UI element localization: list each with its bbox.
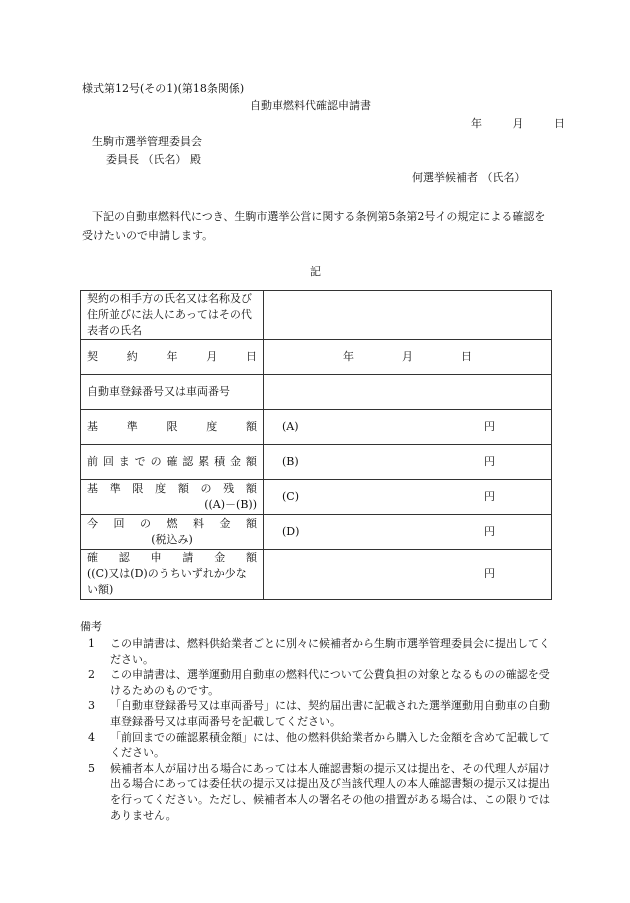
previous-total-label	[81, 444, 264, 479]
table-row	[81, 444, 552, 479]
label-char: 残	[223, 481, 235, 495]
label-char: 額	[177, 481, 189, 495]
label-char: 基	[87, 419, 98, 433]
note-number: 5	[88, 761, 95, 775]
label-char: 額	[246, 516, 257, 530]
label-char: 額	[246, 419, 257, 433]
current-fuel-sub: (税込み)	[151, 532, 193, 546]
table-row	[81, 374, 552, 409]
label-char: 基	[87, 481, 98, 495]
remaining-sub: ((A)－(B))	[204, 497, 257, 511]
form-number: 様式第12号(その1)(第18条関係)	[82, 82, 245, 95]
label-char: 度	[155, 481, 167, 495]
applicant-name: 何選挙候補者 （氏名）	[412, 171, 526, 184]
label-char: 燃	[166, 516, 178, 530]
contract-date-label	[81, 339, 264, 374]
label-char: 金	[230, 454, 242, 468]
label-char: 額	[245, 551, 257, 565]
label-char: 回	[102, 454, 114, 468]
label-char: の	[200, 481, 212, 495]
standard-limit-label	[81, 409, 264, 444]
application-table	[80, 290, 552, 600]
ki-heading: 記	[310, 265, 321, 278]
table-row	[81, 339, 552, 374]
date-line	[471, 118, 565, 131]
code-a: (A)	[282, 419, 299, 433]
label-char: 回	[113, 516, 125, 530]
yen-unit: 円	[484, 567, 495, 581]
date-year: 年	[471, 117, 482, 130]
spread-label	[87, 454, 257, 470]
label-char: 限	[166, 419, 178, 433]
yen-unit: 円	[484, 419, 495, 433]
label-char: 準	[109, 481, 121, 495]
spread-label	[87, 516, 257, 532]
label-char: 年	[166, 349, 178, 363]
note-number: 3	[88, 699, 95, 713]
label-char: 額	[245, 454, 257, 468]
contractor-value[interactable]	[264, 291, 552, 340]
confirm-amount-value[interactable]	[264, 549, 552, 599]
table-row	[81, 409, 552, 444]
note-item	[88, 636, 554, 667]
spread-label	[87, 349, 257, 365]
recipient-committee: 生駒市選挙管理委員会	[92, 135, 202, 148]
label-char: 認	[182, 454, 194, 468]
label-char: 準	[126, 419, 138, 433]
current-fuel-label	[81, 514, 264, 549]
note-text: この申請書は、燃料供給業者ごとに別々に候補者から生駒市選挙管理委員会に提出してください。	[110, 637, 550, 666]
confirm-amount-sub: ((C)又は(D)のうちいずれか少ない額)	[87, 567, 247, 597]
confirm-amount-label	[81, 549, 264, 599]
code-d: (D)	[282, 524, 300, 538]
note-text: 「前回までの確認累積金額」には、他の燃料供給業者から購入した金額を含めて記載してください。	[110, 730, 550, 760]
date-day: 日	[554, 117, 565, 130]
vehicle-number-value[interactable]	[264, 374, 552, 409]
label-char: 約	[126, 349, 138, 363]
notes-list	[88, 636, 554, 823]
current-fuel-value[interactable]	[264, 514, 552, 549]
notes-title: 備考	[80, 620, 102, 633]
spread-label	[87, 419, 257, 435]
note-number: 1	[88, 637, 95, 650]
spread-label	[87, 550, 257, 566]
vehicle-number-label: 自動車登録番号又は車両番号	[81, 374, 264, 409]
label-char: で	[134, 454, 146, 468]
label-char: 日	[246, 349, 257, 363]
label-char: 月	[206, 349, 218, 363]
note-text: 「自動車登録番号又は車両番号」には、契約届出書に記載された選挙運動用自動車の自動車登録番号又は車両番号を記載してください。	[110, 699, 550, 729]
label-char: 金	[214, 551, 226, 565]
label-char: の	[150, 454, 162, 468]
label-char: 累	[198, 454, 210, 468]
table-row	[81, 514, 552, 549]
note-number: 2	[88, 668, 95, 682]
label-char: 申	[150, 551, 162, 565]
label-char: 契	[87, 349, 98, 363]
label-char: 年	[343, 349, 354, 363]
label-char: 確	[166, 454, 178, 468]
label-char: 認	[118, 551, 130, 565]
label-char: 限	[132, 481, 144, 495]
table-row	[81, 479, 552, 514]
label-char: 前	[87, 454, 98, 468]
note-number: 4	[88, 730, 95, 744]
table-row	[81, 291, 552, 340]
spread-label	[87, 481, 257, 497]
label-char: ま	[118, 454, 130, 468]
code-b: (B)	[282, 454, 299, 468]
label-char: の	[140, 516, 151, 530]
label-char: 金	[219, 516, 231, 530]
label-char: 料	[193, 516, 204, 530]
label-char: 確	[87, 551, 98, 565]
remaining-value[interactable]	[264, 479, 552, 514]
yen-unit: 円	[484, 524, 495, 538]
code-c: (C)	[282, 489, 299, 503]
contract-date-value[interactable]	[264, 339, 552, 374]
body-text: 下記の自動車燃料代につき、生駒市選挙公営に関する条例第5条第2号イの規定による確認を受けたいので申請します。	[82, 210, 546, 243]
remaining-label	[81, 479, 264, 514]
document-title: 自動車燃料代確認申請書	[250, 99, 371, 112]
label-char: 額	[245, 481, 257, 495]
label-char: 日	[461, 349, 472, 363]
note-item	[88, 698, 554, 729]
note-text: 候補者本人が届け出る場合にあっては本人確認書類の提示又は提出を、その代理人が届け出る場合にあっては委任状の提示又は提出及び当該代理人の本人確認書類の提示又は提出を行ってください。ただし、候補者本人の署名その他の措置がある場合は、この限りではありません。	[110, 761, 550, 822]
previous-total-value[interactable]	[264, 444, 552, 479]
note-item	[88, 667, 554, 698]
note-text: この申請書は、選挙運動用自動車の燃料代について公費負担の対象となるものの確認を受けるためのものです。	[110, 668, 550, 697]
yen-unit: 円	[484, 454, 495, 468]
label-char: 度	[206, 419, 218, 433]
recipient-chair: 委員長 （氏名） 殿	[106, 153, 201, 166]
contract-date-fields	[270, 349, 545, 365]
label-char: 今	[87, 516, 98, 530]
label-char: 請	[182, 551, 194, 565]
contractor-label: 契約の相手方の氏名又は名称及び住所並びに法人にあってはその代表者の氏名	[81, 291, 264, 340]
note-item	[88, 761, 554, 823]
table-row	[81, 549, 552, 599]
label-char: 月	[402, 349, 413, 363]
date-month: 月	[512, 117, 524, 130]
label-char: 積	[214, 454, 226, 468]
standard-limit-value[interactable]	[264, 409, 552, 444]
note-item	[88, 730, 554, 761]
yen-unit: 円	[484, 489, 495, 503]
